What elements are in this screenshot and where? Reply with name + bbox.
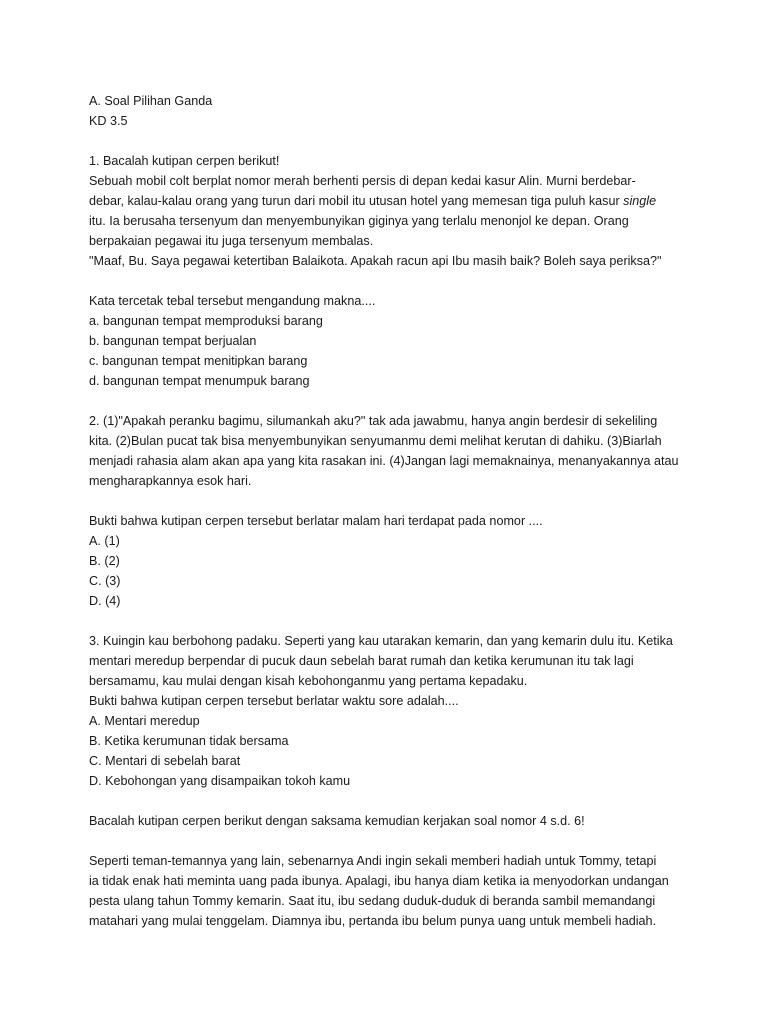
q3-passage-line: 3. Kuingin kau berbohong padaku. Seperti yang kau utarakan kemarin, dan yang kemarin dulu itu. Ketika: [89, 634, 673, 648]
q1-passage-line: [89, 191, 688, 211]
q3-option: A. Mentari meredup: [89, 714, 200, 728]
q2-option: C. (3): [89, 574, 121, 588]
q3-option: B. Ketika kerumunan tidak bersama: [89, 734, 289, 748]
passage-4: [89, 851, 688, 931]
q3-question: Bukti bahwa kutipan cerpen tersebut berlatar waktu sore adalah....: [89, 694, 459, 708]
q1-option: a. bangunan tempat memproduksi barang: [89, 314, 323, 328]
q1-passage-text: debar, kalau-kalau orang yang turun dari mobil itu utusan hotel yang memesan tiga puluh kasur: [89, 194, 624, 208]
q2-option: B. (2): [89, 554, 120, 568]
instruction: Bacalah kutipan cerpen berikut dengan saksama kemudian kerjakan soal nomor 4 s.d. 6!: [89, 814, 585, 828]
q3-passage-line: mentari meredup berpendar di pucuk daun sebelah barat rumah dan ketika kerumunan itu tak lagi: [89, 654, 634, 668]
q2-passage-line: menjadi rahasia alam akan apa yang kita rasakan ini. (4)Jangan lagi memaknainya, menanyakannya atau: [89, 454, 679, 468]
passage-4-line: ia tidak enak hati meminta uang pada ibunya. Apalagi, ibu hanya diam ketika ia menyodorkan undangan: [89, 874, 669, 888]
q1-passage-line: Sebuah mobil colt berplat nomor merah berhenti persis di depan kedai kasur Alin. Murni berdebar-: [89, 174, 636, 188]
question-1: [89, 151, 688, 391]
passage-4-line: pesta ulang tahun Tommy kemarin. Saat itu, ibu sedang duduk-duduk di beranda sambil memandangi: [89, 894, 656, 908]
q1-italic-word: single: [623, 194, 657, 208]
q2-question: Bukti bahwa kutipan cerpen tersebut berlatar malam hari terdapat pada nomor ....: [89, 514, 543, 528]
q1-prompt: 1. Bacalah kutipan cerpen berikut!: [89, 154, 280, 168]
q2-passage-line: mengharapkannya esok hari.: [89, 474, 252, 488]
q1-question: Kata tercetak tebal tersebut mengandung makna....: [89, 294, 376, 308]
q2-passage-line: 2. (1)"Apakah peranku bagimu, silumankah aku?" tak ada jawabmu, hanya angin berdesir di sekeliling: [89, 414, 658, 428]
q1-passage-line: itu. Ia berusaha tersenyum dan menyembunyikan giginya yang terlalu menonjol ke depan. Orang: [89, 214, 629, 228]
passage-4-line: Seperti teman-temannya yang lain, sebenarnya Andi ingin sekali memberi hadiah untuk Tommy, tetapi: [89, 854, 657, 868]
q2-passage-line: kita. (2)Bulan pucat tak bisa menyembunyikan senyumanmu demi melihat kerutan di dahiku. (3)Biarlah: [89, 434, 662, 448]
q1-option: b. bangunan tempat berjualan: [89, 334, 257, 348]
q1-option: d. bangunan tempat menumpuk barang: [89, 374, 310, 388]
q2-option: D. (4): [89, 594, 121, 608]
q3-option: C. Mentari di sebelah barat: [89, 754, 241, 768]
question-3: [89, 631, 688, 791]
section-title: A. Soal Pilihan Ganda: [89, 94, 213, 108]
q3-passage-line: bersamamu, kau mulai dengan kisah kebohonganmu yang pertama kepadaku.: [89, 674, 528, 688]
question-2: [89, 411, 688, 611]
q1-passage-line: "Maaf, Bu. Saya pegawai ketertiban Balaikota. Apakah racun api Ibu masih baik? Boleh saya periksa?": [89, 254, 662, 268]
q1-passage-line: berpakaian pegawai itu juga tersenyum membalas.: [89, 234, 374, 248]
kd-label: KD 3.5: [89, 114, 128, 128]
q1-option: c. bangunan tempat menitipkan barang: [89, 354, 308, 368]
q2-option: A. (1): [89, 534, 120, 548]
passage-4-line: matahari yang mulai tenggelam. Diamnya ibu, pertanda ibu belum punya uang untuk membeli hadiah.: [89, 914, 657, 928]
q3-option: D. Kebohongan yang disampaikan tokoh kamu: [89, 774, 351, 788]
